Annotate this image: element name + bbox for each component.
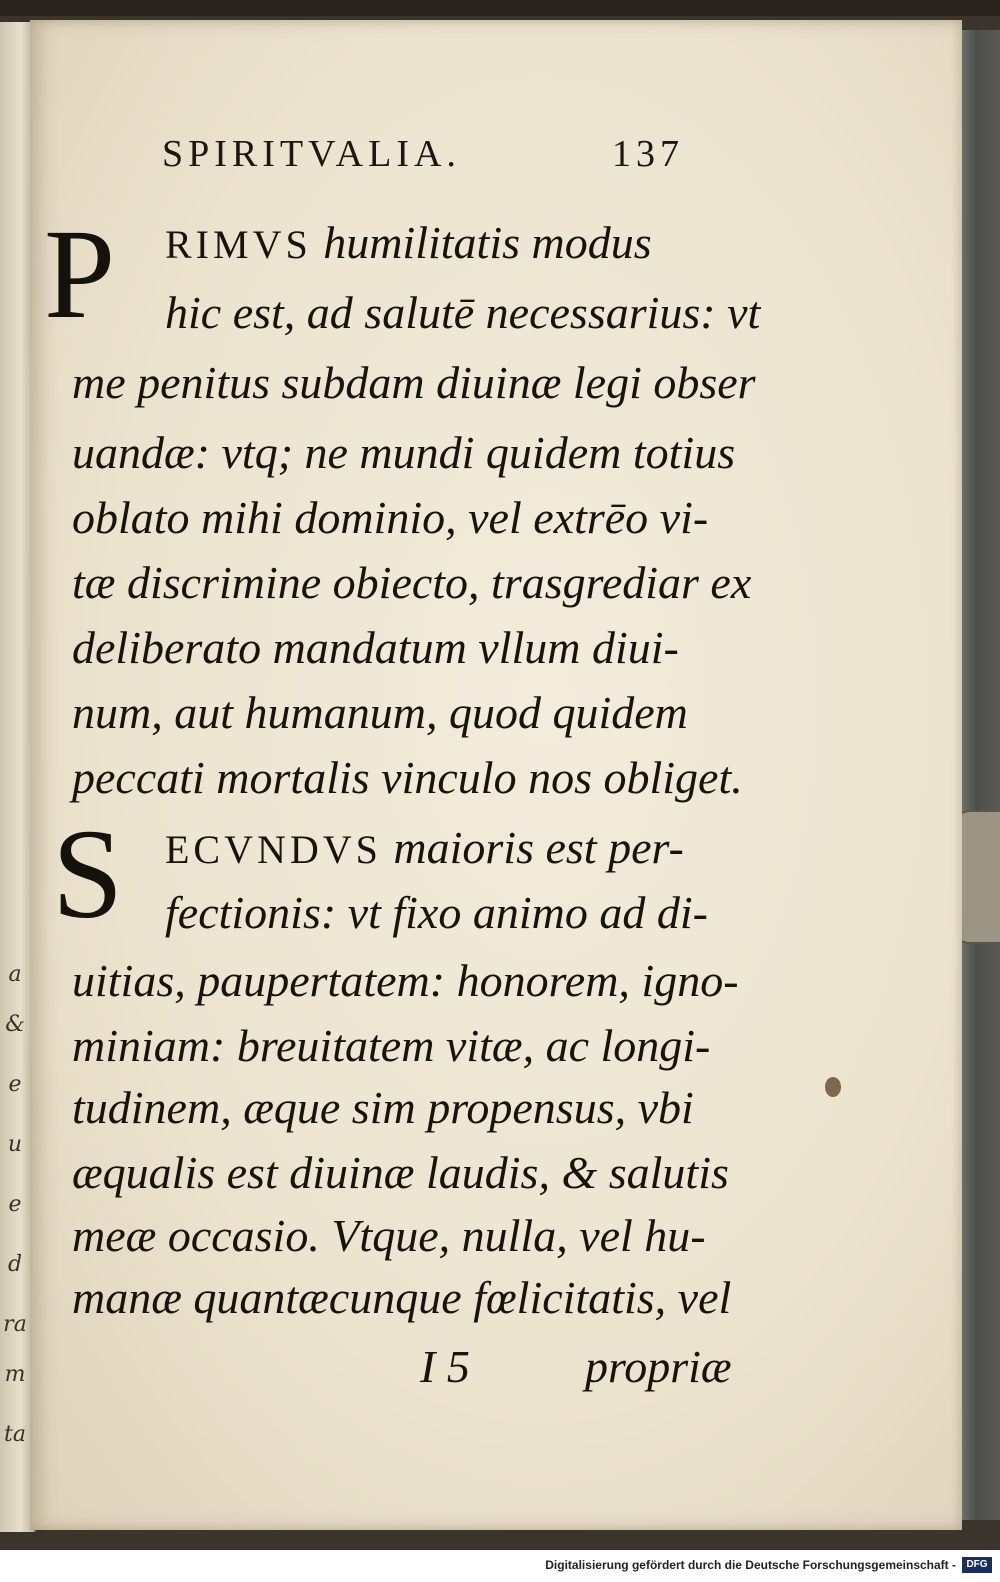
digitization-banner [0, 1550, 1000, 1582]
book-page [30, 20, 962, 1530]
left-page-fragment: m [4, 1362, 26, 1387]
drop-cap: P [44, 203, 116, 345]
line-text: humilitatis modus [323, 217, 652, 268]
text-line: fectionis: vt fixo animo ad di- [165, 887, 708, 938]
dfg-logo: DFG [962, 1557, 992, 1573]
text-line: manæ quantæcunque fœlicitatis, vel [72, 1272, 732, 1323]
text-line: oblato mihi dominio, vel extrēo vi- [72, 492, 709, 543]
text-line: hic est, ad salutē necessarius: vt [165, 287, 761, 338]
left-page-fragment: ra [3, 1312, 27, 1337]
running-title: SPIRITVALIA. [162, 133, 461, 175]
lead-word: RIMVS [165, 222, 312, 267]
left-page-fragment: e [8, 1072, 22, 1097]
page-number: 137 [612, 133, 684, 175]
text-line: me penitus subdam diuinæ legi obser [72, 357, 756, 408]
text-line: num, aut humanum, quod quidem [72, 687, 688, 738]
catchword: propriæ [585, 1341, 732, 1392]
left-page-fragment: d [7, 1252, 23, 1277]
line-text: maioris est per- [393, 822, 684, 873]
text-line: tæ discrimine obiecto, trasgrediar ex [72, 557, 752, 608]
text-line: uitias, paupertatem: honorem, igno- [72, 955, 739, 1006]
signature-mark: I 5 [420, 1341, 470, 1392]
left-page-fragment: & [5, 1012, 25, 1037]
left-page-fragment: u [7, 1132, 23, 1157]
book-edge-right [962, 30, 1000, 1520]
banner-text: Digitalisierung gefördert durch die Deutsche Forschungsgemeinschaft - [545, 1558, 956, 1572]
text-line: tudinem, æque sim propensus, vbi [72, 1082, 694, 1133]
left-page-fragment: ta [4, 1422, 26, 1447]
ink-stain [825, 1077, 841, 1097]
text-line: æqualis est diuinæ laudis, & salutis [72, 1147, 729, 1198]
lead-word: ECVNDVS [165, 827, 382, 872]
text-line: meæ occasio. Vtque, nulla, vel hu- [72, 1210, 706, 1261]
left-page-fragment: e [8, 1192, 22, 1217]
drop-cap: S [52, 803, 124, 945]
text-line: deliberato mandatum vllum diui- [72, 622, 679, 673]
binding-shadow [0, 0, 1000, 16]
text-line [165, 217, 885, 268]
text-line: miniam: breuitatem vitæ, ac longi- [72, 1020, 711, 1071]
text-line: uandæ: vtq; ne mundi quidem totius [72, 427, 736, 478]
text-line [165, 822, 885, 873]
text-line: peccati mortalis vinculo nos obliget. [72, 752, 743, 803]
left-page-fragment: a [8, 962, 22, 987]
